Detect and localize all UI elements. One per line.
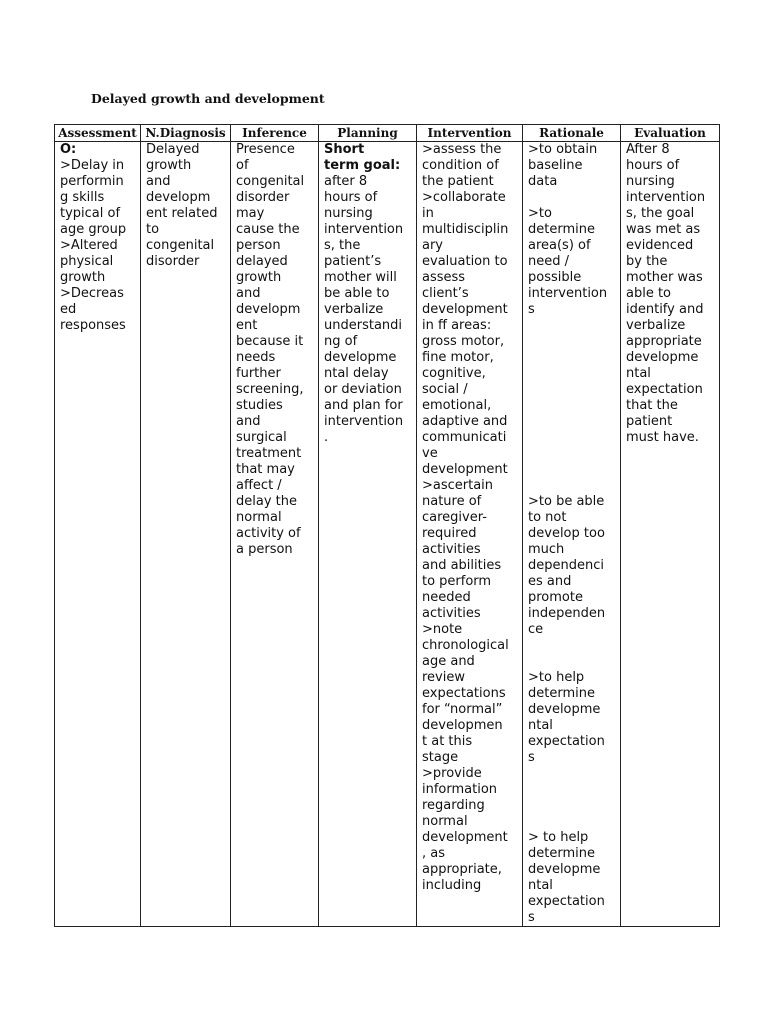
planning-goal-label: Short term goal: — [324, 142, 401, 173]
header-diagnosis: N.Diagnosis — [141, 125, 231, 142]
cell-evaluation — [621, 142, 720, 927]
header-rationale: Rationale — [523, 125, 621, 142]
cell-assessment — [55, 142, 141, 927]
header-inference: Inference — [231, 125, 319, 142]
header-assessment: Assessment — [55, 125, 141, 142]
cell-rationale — [523, 142, 621, 927]
diagnosis-text: Delayed growth and developm ent related to congenital disorder — [146, 142, 218, 269]
planning-text: after 8 hours of nursing intervention s, the patient’s mother will be able to verbalize understandi ng of developme ntal delay or deviation and plan for intervention . — [324, 174, 404, 445]
intervention-text: >assess the condition of the patient >collaborate in multidisciplin ary evaluation to assess client’s development in ff areas: gross motor, fine motor, cognitive, social / emotional, adaptive and communicati ve development >ascertain nature of caregiver- required activities and abilities to perform needed activities >note chronological age and review expectations for “normal” developmen t at this stage >provide information regarding normal development , as appropriate, including — [422, 142, 509, 893]
evaluation-text: After 8 hours of nursing intervention s, the goal was met as evidenced by the mother was able to identify and verbalize appropriate developme ntal expectation that the patient must have. — [626, 142, 706, 445]
header-evaluation: Evaluation — [621, 125, 720, 142]
header-planning: Planning — [319, 125, 417, 142]
inference-text: Presence of congenital disorder may cause the person delayed growth and developm ent because it needs further screening, studies and surgical treatment that may affect / delay the normal activity of a person — [236, 142, 305, 557]
rationale-text: >to obtain baseline data >to determine area(s) of need / possible intervention s >to be able to not develop too much dependenci es and promote independen ce >to help determine developme ntal expectation s > to help determine developme ntal expectation s — [528, 142, 608, 925]
cell-inference — [231, 142, 319, 927]
cell-intervention — [417, 142, 523, 927]
nursing-care-plan-table — [54, 124, 720, 927]
assessment-text: >Delay in performin g skills typical of age group >Altered physical growth >Decreas ed responses — [60, 158, 127, 333]
cell-planning — [319, 142, 417, 927]
cell-diagnosis — [141, 142, 231, 927]
assessment-objective-label: O: — [60, 142, 77, 157]
document-title: Delayed growth and development — [91, 91, 325, 106]
table-row — [55, 142, 720, 927]
header-intervention: Intervention — [417, 125, 523, 142]
table-header-row — [55, 125, 720, 142]
